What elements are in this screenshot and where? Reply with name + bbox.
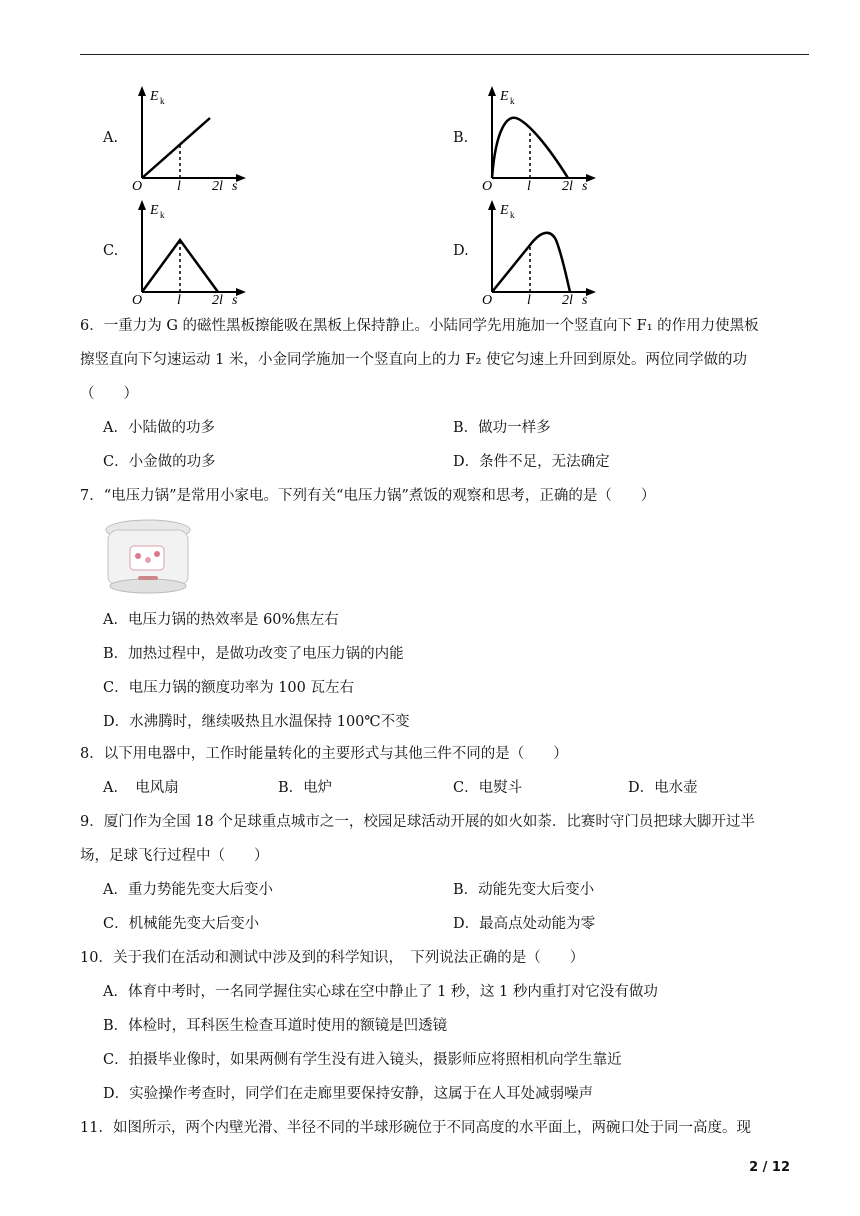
q9-option-b: B．动能先变大后变小 xyxy=(453,882,595,898)
q10-option-d: D．实验操作考查时，同学们在走廊里要保持安静，这属于在人耳处减弱噪声 xyxy=(103,1086,594,1102)
q6-option-d: D．条件不足，无法确定 xyxy=(453,454,610,470)
q6-stem-line2: 擦竖直向下匀速运动 1 米，小金同学施加一个竖直向上的力 F₂ 使它匀速上升回到原处。两位同学做的功 xyxy=(80,352,748,368)
q8-option-a: A． 电风扇 xyxy=(103,780,179,796)
svg-text:E: E xyxy=(500,203,509,218)
q6-stem-line3: （ ） xyxy=(80,386,138,402)
q8-option-b: B．电炉 xyxy=(278,780,333,796)
svg-text:k: k xyxy=(160,96,165,106)
svg-text:E: E xyxy=(500,89,509,104)
svg-text:2l: 2l xyxy=(212,293,223,308)
svg-text:s: s xyxy=(582,293,588,308)
q7-option-b: B．加热过程中，是做功改变了电压力锅的内能 xyxy=(103,646,404,662)
svg-text:2l: 2l xyxy=(212,179,223,194)
q9-option-a: A．重力势能先变大后变小 xyxy=(103,882,273,898)
q7-option-a: A．电压力锅的热效率是 60%焦左右 xyxy=(103,612,339,628)
svg-text:s: s xyxy=(232,293,238,308)
svg-text:2l: 2l xyxy=(562,179,573,194)
q6-option-b: B．做功一样多 xyxy=(453,420,551,436)
header-rule xyxy=(80,54,809,55)
graph-c xyxy=(128,200,248,308)
q8-stem: 8．以下用电器中，工作时能量转化的主要形式与其他三件不同的是（ ） xyxy=(80,746,568,762)
q9-option-c: C．机械能先变大后变小 xyxy=(103,916,260,932)
q10-stem: 10．关于我们在活动和测试中涉及到的科学知识， 下列说法正确的是（ ） xyxy=(80,950,585,966)
svg-text:l: l xyxy=(527,179,531,194)
q5-option-d-label: D. xyxy=(453,243,469,259)
q8-option-d: D．电水壶 xyxy=(628,780,698,796)
page-number: 2 / 12 xyxy=(749,1160,790,1175)
svg-text:E: E xyxy=(150,203,159,218)
rice-cooker-image xyxy=(102,516,194,596)
svg-text:k: k xyxy=(160,210,165,220)
svg-text:k: k xyxy=(510,96,515,106)
q8-option-c: C．电熨斗 xyxy=(453,780,523,796)
graph-d-curve xyxy=(492,233,570,292)
graph-b xyxy=(478,86,598,194)
q9-option-d: D．最高点处动能为零 xyxy=(453,916,596,932)
svg-text:O: O xyxy=(482,179,493,194)
svg-text:s: s xyxy=(232,179,238,194)
q7-option-d: D．水沸腾时，继续吸热且水温保持 100℃不变 xyxy=(103,714,410,730)
q5-option-c-label: C. xyxy=(103,243,119,259)
q11-stem-line1: 11．如图所示，两个内壁光滑、半径不同的半球形碗位于不同高度的水平面上，两碗口处于同一高度。现 xyxy=(80,1120,751,1136)
svg-text:2l: 2l xyxy=(562,293,573,308)
q6-option-c: C．小金做的功多 xyxy=(103,454,216,470)
q5-option-b-label: B. xyxy=(453,130,469,146)
q7-option-c: C．电压力锅的额度功率为 100 瓦左右 xyxy=(103,680,354,696)
q5-option-a-label: A. xyxy=(103,130,119,146)
q9-stem-line2: 场，足球飞行过程中（ ） xyxy=(80,848,269,864)
graph-a-curve xyxy=(142,118,210,178)
svg-text:O: O xyxy=(482,293,493,308)
svg-text:O: O xyxy=(132,179,143,194)
graph-a xyxy=(128,86,248,194)
q6-stem-line1: 6．一重力为 G 的磁性黑板擦能吸在黑板上保持静止。小陆同学先用施加一个竖直向下 F₁ 的作用力使黑板 xyxy=(80,318,759,334)
q10-option-c: C．拍摄毕业像时，如果两侧有学生没有进入镜头，摄影师应将照相机向学生靠近 xyxy=(103,1052,622,1068)
q10-option-b: B．体检时，耳科医生检查耳道时使用的额镜是凹透镜 xyxy=(103,1018,448,1034)
svg-text:l: l xyxy=(177,293,181,308)
q10-option-a: A．体育中考时，一名同学握住实心球在空中静止了 1 秒，这 1 秒内重打对它没有做功 xyxy=(103,984,658,1000)
q9-stem-line1: 9．厦门作为全国 18 个足球重点城市之一，校园足球活动开展的如火如荼．比赛时守门员把球大脚开过半 xyxy=(80,814,755,830)
q7-stem: 7．“电压力锅”是常用小家电。下列有关“电压力锅”煮饭的观察和思考，正确的是（ ） xyxy=(80,488,656,504)
svg-text:s: s xyxy=(582,179,588,194)
svg-text:l: l xyxy=(177,179,181,194)
svg-text:O: O xyxy=(132,293,143,308)
graph-d xyxy=(478,200,598,308)
q6-option-a: A．小陆做的功多 xyxy=(103,420,215,436)
graph-a-ylabel: E xyxy=(150,89,159,104)
svg-text:l: l xyxy=(527,293,531,308)
svg-text:k: k xyxy=(510,210,515,220)
